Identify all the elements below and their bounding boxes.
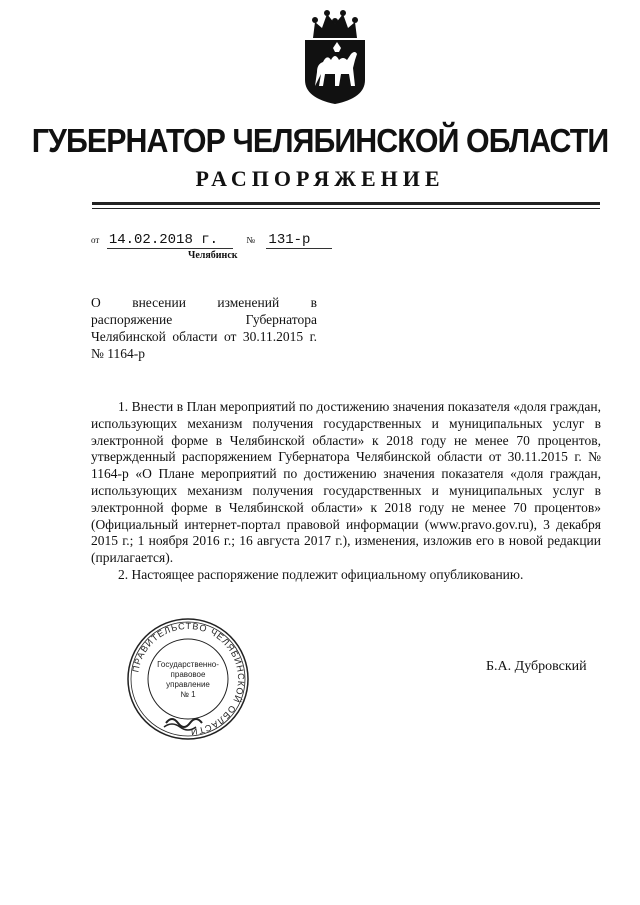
document-subject: О внесении изменений в распоряжение Губернатора Челябинской области от 30.11.2015 г. № 1164-р	[91, 295, 317, 361]
date-prefix: от	[91, 235, 100, 245]
body-paragraph: 1. Внести в План мероприятий по достижению значения показателя «доля граждан, использующих механизм получения государственных и муниципальных услуг в электронной форме в Челябинской области» к 2018 году не менее 70 процентов, утвержденный распоряжением Губернатора Челябинской области от 30.11.2015 г. № 1164-р «О Плане мероприятий по достижению значения показателя «доля граждан, использующих механизм получения государственных и муниципальных услуг в электронной форме в Челябинской области» к 2018 году не менее 70 процентов» (Официальный интернет-портал правовой информации (www.pravo.gov.ru), 3 декабря 2015 г.; 1 ноября 2016 г.; 16 августа 2017 г.), изменения, изложив его в новой редакции (прилагается).	[91, 399, 601, 566]
stamp-line-2: правовое	[170, 670, 206, 679]
coat-of-arms-emblem	[293, 8, 377, 106]
document-meta	[91, 232, 332, 249]
stamp-outer-text: ПРАВИТЕЛЬСТВО ЧЕЛЯБИНСКОЙ ОБЛАСТИ	[130, 620, 247, 738]
number-prefix: №	[246, 235, 255, 245]
stamp-line-3: управление	[166, 680, 210, 689]
header-divider-thick	[92, 202, 600, 205]
document-date: 14.02.2018 г.	[107, 232, 233, 249]
document-type: РАСПОРЯЖЕНИЕ	[195, 166, 445, 191]
signer-name: Б.А. Дубровский	[486, 659, 587, 674]
official-stamp	[126, 617, 250, 741]
governor-title: ГУБЕРНАТОР ЧЕЛЯБИНСКОЙ ОБЛАСТИ	[31, 122, 609, 159]
city-label: Челябинск	[188, 250, 238, 261]
header-divider-thin	[92, 208, 600, 209]
document-number: 131-р	[266, 232, 332, 249]
stamp-line-1: Государственно-	[157, 660, 219, 669]
document-body	[91, 399, 601, 584]
body-paragraph: 2. Настоящее распоряжение подлежит официальному опубликованию.	[118, 566, 524, 582]
stamp-line-4: № 1	[180, 690, 196, 699]
